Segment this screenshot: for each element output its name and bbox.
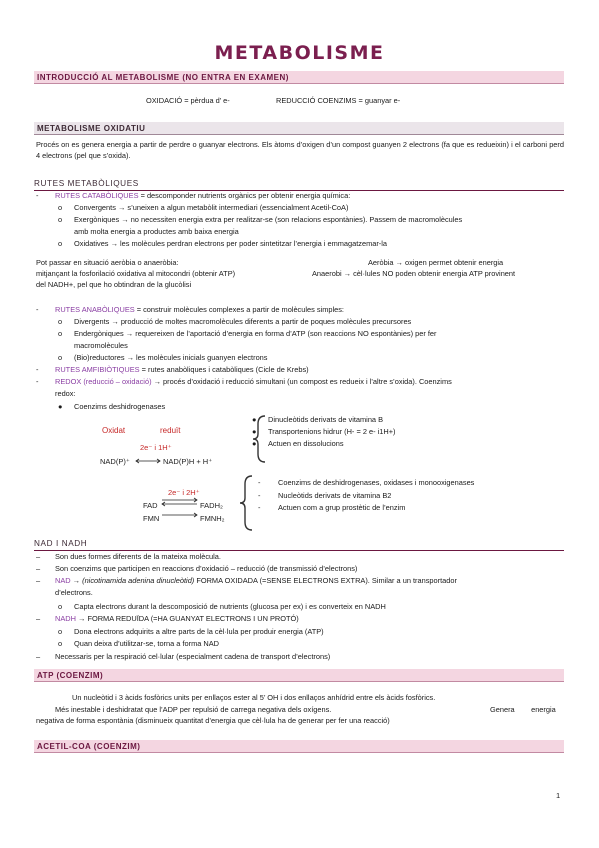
oxidative-text: → les molècules perdran electrons per poder sintetitzar l’energia i emmagatzemar-la	[108, 239, 388, 248]
anabolic-definition: = construir molècules complexes a partir de molècules simples:	[134, 305, 344, 314]
electron-label: 2e⁻ i 1H⁺	[140, 443, 172, 452]
nad-oxidised-form: FORMA OXIDADA (=SENSE ELECTRONS EXTRA)	[194, 576, 368, 585]
anaerobic-definition: Anaerobi → cèl·lules NO poden obtenir energia ATP provinent	[312, 269, 516, 278]
fad-fmn-redox-diagram	[140, 486, 250, 528]
nad-definition-cont: d’electrons.	[55, 588, 93, 597]
reduit-label: reduït	[160, 426, 181, 435]
nad-fullname: (nicotinamida adenina dinucleòtid)	[82, 576, 195, 585]
term-catabolic: RUTES CATABÒLIQUES	[55, 191, 139, 200]
redox-continuation: redox:	[55, 389, 76, 398]
convergent-text: → s’uneixen a algun metabòlit intermediari (essencialment Acetil-CoA)	[115, 203, 349, 212]
nad-sub-text: Capta electrons durant la descomposició de nutrients (glucosa per ex) i es converteix en NADH	[74, 602, 386, 611]
brace2-item: Nucleòtids derivats de vitamina B2	[278, 490, 392, 500]
section-head-routes: RUTES METABÒLIQUES	[34, 178, 564, 191]
exergonic-text: → no necessiten energia extra per realitzar-se (son relacions espontànies). Passem de macromolècules	[119, 215, 463, 224]
dehydrogenase-label: Coenzims deshidrogenases	[74, 402, 166, 411]
section-band-intro: INTRODUCCIÓ AL METABOLISME (NO ENTRA EN EXAMEN)	[34, 71, 564, 84]
dash-bullet: -	[36, 191, 39, 200]
term-convergent: Convergents	[74, 203, 116, 212]
brace1-item: Actuen en dissolucions	[268, 439, 344, 448]
aerobic-definition-cont: mitjançant la fosforilació oxidativa al mitocondri (obtenir ATP)	[36, 269, 236, 278]
nadh-sub-text: Quan deixa d’utilitzar-se, torna a forma NAD	[74, 639, 220, 648]
electron-label-2: 2e⁻ i 2H⁺	[168, 488, 200, 497]
catabolic-definition: = descomponder nutrients orgànics per obtenir energia química:	[138, 191, 351, 200]
fadh2-reduced: FADH₂	[200, 501, 223, 510]
nad-definition-text: . Similar a un transportador	[367, 576, 457, 585]
nadh-sub-text: Dona electrons adquirits a altre parts de la cèl·lula per produir energia (ATP)	[74, 627, 324, 636]
redox-text: → procés d’oxidació i reducció simultani (un compost es redueix i l’altre s’oxida). Coenzims	[151, 377, 452, 386]
document-page: METABOLISME INTRODUCCIÓ AL METABOLISME (NO ENTRA EN EXAMEN) OXIDACIÓ = pèrdua d’ e- REDUCCIÓ COENZIMS = guanyar e- METABOLISME OXIDATIU Procés on es genera energia a partir de perdre o guanyar electrons. Els àtoms d’oxigen d’un compost guanyen 2 electrons (fa que es redueixin) i el carboni perd 4 electrons (pel que s’oxida). RUTES METABÒLIQUES - RUTES CATABÒLIQUES = descomponder nutrients orgànics per obtenir energia química: o Convergents → s’uneixen a algun metabòlit intermediari (essencialment Acetil-CoA) o Exergòniques → no necessiten energia extra per realitzar-se (son relacions espontànies). Passem de macromolècules amb molta energia a productes amb baixa energia o Oxidatives → les molècules perdran electrons per poder sintetitzar l’energia i emmagatzemar-la Pot passar en situació aeròbia o anaeròbia: Aeròbia → oxigen permet obtenir energia mitjançant la fosforilació oxidativa al mitocondri (obtenir ATP) Anaerobi → cèl·lules NO poden obtenir energia ATP provinent del NADH+, pel que ho obtindran de la glucòlisi - RUTES ANABÒLIQUES = construir molècules complexes a partir de molècules simples: o Divergents → producció de moltes macromolècules diferents a partir de poques molècules precursores o Endergòniques → requereixen de l’aportació d’energia en forma d’ATP (son reaccions NO espontànies) per fer macromolècules o (Bio)reductores → les molècules inicials guanyen electrons - RUTES AMFIBIÒTIQUES = rutes anabòliques i catabòliques (Cicle de Krebs) - REDOX (reducció – oxidació) → procés d’oxidació i reducció simultani (un compost es redueix i l’altre s’oxida). Coenzims redox: ● Coenzims deshidrogenases Oxidat reduït 2e⁻ i 1H⁺ NAD(P)⁺ NAD(P)H + H⁺ ● Dinucleòtids derivats de vitamina B ● Transportenions hidrur (H- = 2 e- i1H+) ● Actuen en dissolucions 2e⁻ i 2H⁺ FAD FADH₂ FMN FMNH₂ - Coenzims de deshidrogenases, oxidases i monooxigenases - Nucleòtids derivats de vitamina B2 - Actuen com a grup prostètic de l’enzim NAD I NADH – Son dues formes diferents de la mateixa molècula. – Son coenzims que participen en reaccions d’oxidació – reducció (de transmissió d’electrons) – NAD → (nicotinamida adenina dinucleòtid) FORMA OXIDADA (=SENSE ELECTRONS EXTRA). Similar a un transportador d’electrons. o Capta electrons durant la descomposició de nutrients (glucosa per ex) i es converteix en NADH – NADH → FORMA REDUÏDA (=HA GUANYAT ELECTRONS I UN PROTÓ) o Dona electrons adquirits a altre parts de la cèl·lula per produir energia (ATP) o Quan deixa d’utilitzar-se, torna a forma NAD – Necessaris per la respiració cel·lular (especialment cadena de transport d’electrons) ATP (COENZIM) Un nucleòtid i 3 àcids fosfòrics units per enllaços ester al 5’ OH i dos enllaços anhídrid entre els àcids fosfòrics. Més inestable i deshidratat que l’ADP per repulsió de carrega negativa dels oxígens. Genera energia negativa de forma espontània (disminueix quantitat d’energia que cèl·lula ha de generar per fer una reacció) ACETIL-COA (COENZIM) 1	[0, 0, 599, 848]
exergonic-continuation: amb molta energia a productes amb baixa energia	[74, 227, 239, 236]
term-divergent: Divergents	[74, 317, 110, 326]
arrow: →	[70, 576, 83, 585]
nadh-definition-text: → FORMA REDUÏDA (=HA GUANYAT ELECTRONS I UN PROTÓ)	[75, 614, 299, 623]
oxidative-paragraph: Procés on es genera energia a partir de perdre o guanyar electrons. Els àtoms d’oxigen d’un compost guanyen 2 electrons (fa que es redueixin) i el carboni perd 4 electrons (pel que s’oxida).	[36, 140, 564, 160]
section-band-oxidative: METABOLISME OXIDATIU	[34, 122, 564, 135]
brace2-item: Actuen com a grup prostètic de l’enzim	[278, 503, 406, 512]
atp-line: Un nucleòtid i 3 àcids fosfòrics units per enllaços ester al 5’ OH i dos enllaços anhídrid entre els àcids fosfòrics.	[72, 693, 436, 702]
brace1-item: Transportenions hidrur (H- = 2 e- i1H+)	[268, 427, 396, 436]
aerobic-intro: Pot passar en situació aeròbia o anaeròbia:	[36, 258, 179, 267]
fmn-oxidised: FMN	[143, 514, 160, 523]
amphibolic-text: = rutes anabòliques i catabòliques (Cicle de Krebs)	[139, 365, 309, 374]
anaerobic-definition-cont: del NADH+, pel que ho obtindran de la glucòlisi	[36, 280, 192, 289]
section-band-atp: ATP (COENZIM)	[34, 669, 564, 682]
nad-item-text: Son coenzims que participen en reaccions d’oxidació – reducció (de transmissió d’electrons)	[55, 564, 358, 573]
term-exergonic: Exergòniques	[74, 215, 120, 224]
fad-oxidised: FAD	[143, 501, 158, 510]
aerobic-definition: Aeròbia → oxigen permet obtenir energia	[368, 258, 504, 267]
atp-line: Més inestable i deshidratat que l’ADP per repulsió de carrega negativa dels oxígens.	[55, 705, 332, 714]
term-bioreductive: (Bio)reductores	[74, 353, 125, 362]
nadp-oxidised: NAD(P)⁺	[100, 457, 130, 466]
endergonic-continuation: macromolècules	[74, 341, 128, 350]
term-endergonic: Endergòniques	[74, 329, 124, 338]
term-nad: NAD	[55, 576, 71, 585]
oxidation-definition: OXIDACIÓ = pèrdua d’ e-	[146, 96, 230, 105]
brace2-item: Coenzims de deshidrogenases, oxidases i monooxigenases	[278, 478, 475, 487]
nadp-redox-diagram	[100, 420, 230, 468]
page-number: 1	[556, 791, 561, 800]
term-redox: REDOX (reducció – oxidació)	[55, 377, 152, 386]
term-amphibolic: RUTES AMFIBIÒTIQUES	[55, 365, 140, 374]
brace1-item: Dinucleòtids derivats de vitamina B	[268, 415, 384, 424]
endergonic-text: → requereixen de l’aportació d’energia en forma d’ATP (son reaccions NO espontànies) per fer	[123, 329, 437, 338]
divergent-text: → producció de moltes macromolècules diferents a partir de poques molècules precursores	[109, 317, 412, 326]
term-anabolic: RUTES ANABÒLIQUES	[55, 305, 135, 314]
section-head-nad: NAD I NADH	[34, 538, 564, 551]
atp-line: Genera energia	[490, 705, 556, 714]
term-nadh: NADH	[55, 614, 76, 623]
nad-item-text: Son dues formes diferents de la mateixa molècula.	[55, 552, 221, 561]
oxidat-label: Oxidat	[102, 426, 126, 435]
fmnh2-reduced: FMNH₂	[200, 514, 225, 523]
page-title: METABOLISME	[214, 42, 385, 64]
reduction-definition: REDUCCIÓ COENZIMS = guanyar e-	[276, 96, 401, 105]
nadph-reduced: NAD(P)H + H⁺	[163, 457, 213, 466]
brace-fad	[240, 474, 256, 532]
bioreductive-text: → les molècules inicials guanyen electrons	[124, 353, 268, 362]
atp-line: negativa de forma espontània (disminueix quantitat d’energia que cèl·lula ha de generar per fer una reacció)	[36, 716, 390, 725]
section-band-acetyl-coa: ACETIL-COA (COENZIM)	[34, 740, 564, 753]
nad-item-text: Necessaris per la respiració cel·lular (especialment cadena de transport d’electrons)	[55, 652, 331, 661]
term-oxidative: Oxidatives	[74, 239, 109, 248]
